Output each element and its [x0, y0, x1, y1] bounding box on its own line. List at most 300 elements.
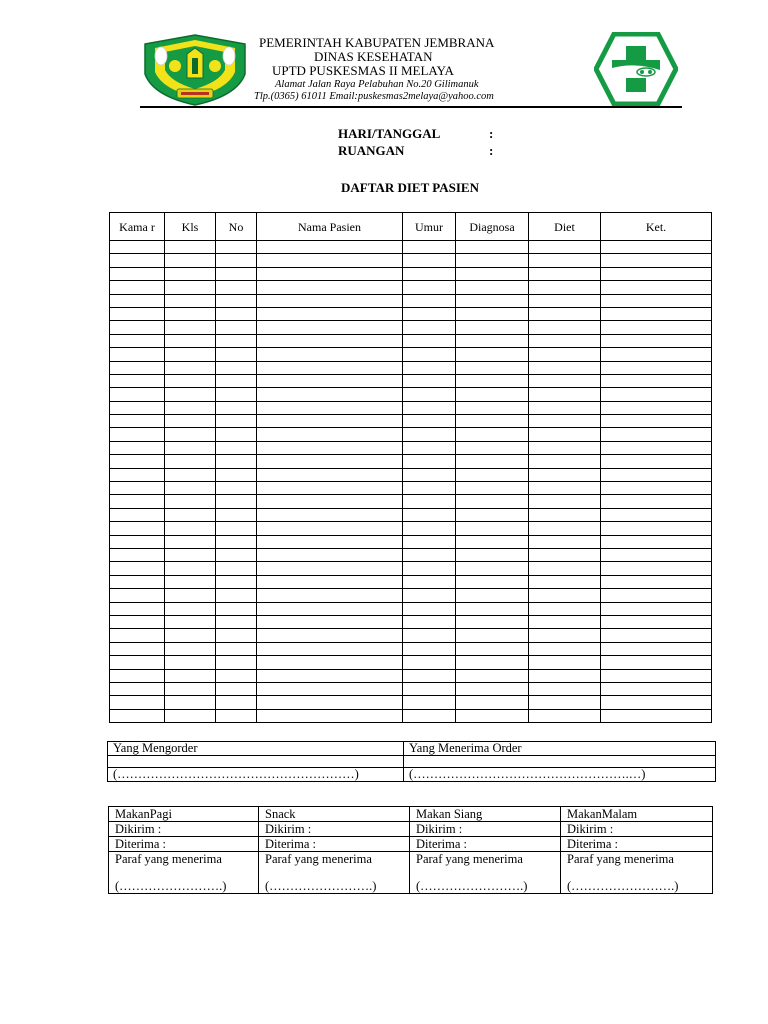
table-cell [529, 321, 601, 334]
header-address: Alamat Jalan Raya Pelabuhan No.20 Gilimanuk [275, 79, 479, 90]
table-cell [529, 508, 601, 521]
table-cell [165, 334, 216, 347]
table-cell [403, 709, 456, 722]
table-cell [403, 428, 456, 441]
table-cell [216, 589, 257, 602]
table-cell [165, 602, 216, 615]
table-cell [110, 468, 165, 481]
table-cell [110, 696, 165, 709]
table-cell [110, 669, 165, 682]
table-cell [529, 642, 601, 655]
table-cell [601, 522, 712, 535]
table-cell [257, 388, 403, 401]
table-cell [257, 307, 403, 320]
table-cell [110, 535, 165, 548]
table-cell [456, 696, 529, 709]
col-diet: Diet [529, 213, 601, 241]
table-cell [529, 589, 601, 602]
col-diagnosis: Diagnosa [456, 213, 529, 241]
order-table [107, 741, 716, 782]
table-cell [601, 468, 712, 481]
table-cell [110, 374, 165, 387]
table-cell [403, 656, 456, 669]
table-cell [257, 656, 403, 669]
table-cell [456, 508, 529, 521]
table-cell [216, 508, 257, 521]
table-cell [257, 535, 403, 548]
table-row [110, 441, 712, 454]
table-cell [601, 548, 712, 561]
table-row [110, 281, 712, 294]
table-cell [165, 321, 216, 334]
table-row [110, 602, 712, 615]
snack-sign-line: (…………………….) [265, 879, 377, 893]
table-cell [257, 374, 403, 387]
dinner-sent: Dikirim : [561, 822, 713, 837]
table-cell [456, 388, 529, 401]
table-cell [110, 495, 165, 508]
table-cell [165, 562, 216, 575]
table-cell [257, 441, 403, 454]
table-cell [601, 281, 712, 294]
table-cell [601, 361, 712, 374]
table-cell [110, 522, 165, 535]
table-cell [456, 602, 529, 615]
table-cell [601, 495, 712, 508]
table-cell [216, 348, 257, 361]
table-cell [456, 428, 529, 441]
meal-breakfast-header: MakanPagi [109, 807, 259, 822]
table-cell [403, 629, 456, 642]
meal-table [108, 806, 713, 894]
table-row [110, 548, 712, 561]
table-cell [110, 294, 165, 307]
table-cell [165, 361, 216, 374]
table-cell [165, 401, 216, 414]
breakfast-received: Diterima : [109, 837, 259, 852]
table-cell [403, 401, 456, 414]
orderer-blank [108, 756, 404, 768]
table-cell [257, 642, 403, 655]
snack-received: Diterima : [259, 837, 410, 852]
table-cell [110, 589, 165, 602]
table-cell [110, 548, 165, 561]
table-cell [456, 629, 529, 642]
table-cell [257, 682, 403, 695]
table-cell [165, 589, 216, 602]
table-cell [529, 455, 601, 468]
table-cell [403, 696, 456, 709]
jembrana-emblem-logo [143, 34, 247, 106]
document-title: DAFTAR DIET PASIEN [341, 180, 479, 195]
table-cell [216, 401, 257, 414]
table-row [110, 334, 712, 347]
table-cell [403, 562, 456, 575]
table-cell [403, 535, 456, 548]
table-cell [403, 307, 456, 320]
table-cell [257, 575, 403, 588]
table-cell [216, 535, 257, 548]
table-cell [529, 374, 601, 387]
table-cell [403, 241, 456, 254]
table-cell [165, 535, 216, 548]
table-cell [403, 589, 456, 602]
lunch-sent: Dikirim : [410, 822, 561, 837]
table-cell [110, 334, 165, 347]
table-cell [601, 415, 712, 428]
table-cell [403, 267, 456, 280]
table-cell [456, 522, 529, 535]
table-cell [456, 535, 529, 548]
table-cell [257, 254, 403, 267]
table-cell [456, 589, 529, 602]
table-cell [403, 682, 456, 695]
dinner-sign-label: Paraf yang menerima [567, 852, 674, 866]
table-cell [403, 361, 456, 374]
table-cell [601, 267, 712, 280]
table-cell [529, 682, 601, 695]
table-cell [601, 656, 712, 669]
table-cell [257, 468, 403, 481]
table-cell [216, 321, 257, 334]
table-cell [216, 374, 257, 387]
table-row [110, 575, 712, 588]
table-cell [216, 388, 257, 401]
table-cell [529, 669, 601, 682]
col-age: Umur [403, 213, 456, 241]
table-cell [216, 428, 257, 441]
meal-snack-header: Snack [259, 807, 410, 822]
table-row [110, 267, 712, 280]
table-cell [257, 428, 403, 441]
table-cell [257, 281, 403, 294]
table-cell [165, 374, 216, 387]
table-row [110, 629, 712, 642]
table-cell [403, 522, 456, 535]
table-row [110, 254, 712, 267]
table-cell [216, 642, 257, 655]
table-cell [216, 267, 257, 280]
table-cell [257, 321, 403, 334]
table-row [110, 415, 712, 428]
table-cell [529, 388, 601, 401]
table-cell [601, 388, 712, 401]
table-cell [110, 415, 165, 428]
table-cell [257, 241, 403, 254]
table-cell [257, 348, 403, 361]
table-cell [456, 482, 529, 495]
table-cell [165, 388, 216, 401]
table-cell [216, 696, 257, 709]
table-cell [456, 254, 529, 267]
table-cell [165, 267, 216, 280]
table-cell [165, 669, 216, 682]
table-row [110, 294, 712, 307]
table-cell [110, 656, 165, 669]
table-cell [601, 615, 712, 628]
table-cell [110, 428, 165, 441]
table-cell [456, 575, 529, 588]
table-row [110, 468, 712, 481]
table-cell [165, 642, 216, 655]
table-cell [165, 294, 216, 307]
table-cell [456, 334, 529, 347]
table-cell [110, 348, 165, 361]
header-government-line: PEMERINTAH KABUPATEN JEMBRANA [259, 35, 495, 50]
table-cell [257, 522, 403, 535]
table-cell [110, 508, 165, 521]
table-cell [456, 441, 529, 454]
table-row [110, 535, 712, 548]
table-cell [529, 348, 601, 361]
table-cell [529, 254, 601, 267]
table-row [110, 361, 712, 374]
table-cell [403, 321, 456, 334]
table-cell [165, 548, 216, 561]
table-cell [529, 267, 601, 280]
table-cell [403, 615, 456, 628]
table-cell [601, 348, 712, 361]
table-cell [257, 455, 403, 468]
col-class: Kls [165, 213, 216, 241]
snack-sign-label: Paraf yang menerima [265, 852, 372, 866]
table-cell [403, 468, 456, 481]
table-cell [110, 602, 165, 615]
receiver-signature: (…………………………………………….…) [404, 768, 716, 782]
table-cell [403, 602, 456, 615]
table-cell [165, 428, 216, 441]
orderer-signature: (…………………………………………………) [108, 768, 404, 782]
diet-table-header [110, 213, 712, 241]
table-cell [216, 709, 257, 722]
table-row [110, 508, 712, 521]
table-cell [456, 307, 529, 320]
dinner-sign-line: (…………………….) [567, 879, 679, 893]
table-cell [110, 642, 165, 655]
table-cell [257, 696, 403, 709]
breakfast-sign-label: Paraf yang menerima [115, 852, 222, 866]
table-cell [601, 321, 712, 334]
table-row [110, 642, 712, 655]
table-cell [601, 669, 712, 682]
table-cell [165, 682, 216, 695]
table-cell [529, 307, 601, 320]
table-cell [216, 294, 257, 307]
table-cell [456, 281, 529, 294]
table-cell [529, 281, 601, 294]
table-cell [456, 562, 529, 575]
table-cell [110, 361, 165, 374]
table-cell [601, 241, 712, 254]
col-notes: Ket. [601, 213, 712, 241]
room-separator: : [489, 143, 494, 158]
table-cell [165, 241, 216, 254]
table-cell [165, 495, 216, 508]
table-cell [216, 629, 257, 642]
table-cell [216, 562, 257, 575]
table-row [110, 348, 712, 361]
table-cell [165, 415, 216, 428]
table-cell [165, 508, 216, 521]
table-cell [456, 548, 529, 561]
table-cell [403, 388, 456, 401]
table-cell [165, 468, 216, 481]
table-cell [529, 629, 601, 642]
table-cell [529, 495, 601, 508]
table-cell [456, 321, 529, 334]
table-cell [257, 548, 403, 561]
table-cell [456, 709, 529, 722]
table-cell [165, 709, 216, 722]
breakfast-sign-cell [109, 852, 259, 894]
table-cell [601, 508, 712, 521]
table-cell [110, 709, 165, 722]
table-cell [601, 307, 712, 320]
table-cell [601, 562, 712, 575]
table-row [110, 482, 712, 495]
header-contact: Tlp.(0365) 61011 Email:puskesmas2melaya@yahoo.com [254, 91, 494, 102]
table-cell [110, 482, 165, 495]
table-row [110, 401, 712, 414]
table-cell [216, 455, 257, 468]
table-cell [257, 629, 403, 642]
table-cell [529, 656, 601, 669]
table-cell [403, 455, 456, 468]
table-cell [403, 669, 456, 682]
table-row [110, 455, 712, 468]
table-cell [456, 495, 529, 508]
dinner-received: Diterima : [561, 837, 713, 852]
table-cell [601, 575, 712, 588]
table-cell [529, 428, 601, 441]
orderer-label: Yang Mengorder [108, 742, 404, 756]
snack-sign-cell [259, 852, 410, 894]
receiver-label: Yang Menerima Order [404, 742, 716, 756]
table-cell [403, 374, 456, 387]
date-separator: : [489, 126, 494, 141]
dinner-sign-cell [561, 852, 713, 894]
table-cell [456, 642, 529, 655]
table-cell [110, 321, 165, 334]
table-cell [403, 415, 456, 428]
table-row [110, 495, 712, 508]
table-row [110, 696, 712, 709]
table-cell [110, 441, 165, 454]
table-cell [257, 267, 403, 280]
table-cell [601, 589, 712, 602]
table-cell [601, 441, 712, 454]
table-cell [110, 254, 165, 267]
table-cell [257, 495, 403, 508]
table-cell [257, 401, 403, 414]
table-cell [165, 615, 216, 628]
table-cell [165, 656, 216, 669]
table-cell [529, 535, 601, 548]
table-cell [257, 709, 403, 722]
table-cell [529, 709, 601, 722]
table-cell [165, 254, 216, 267]
date-label: HARI/TANGGAL [338, 126, 441, 141]
table-cell [216, 482, 257, 495]
table-cell [216, 241, 257, 254]
col-room: Kama r [110, 213, 165, 241]
table-cell [456, 468, 529, 481]
table-cell [216, 254, 257, 267]
table-cell [110, 682, 165, 695]
table-cell [403, 642, 456, 655]
table-cell [601, 602, 712, 615]
lunch-sign-label: Paraf yang menerima [416, 852, 523, 866]
lunch-sign-cell [410, 852, 561, 894]
table-cell [601, 374, 712, 387]
table-cell [403, 548, 456, 561]
table-cell [456, 374, 529, 387]
table-row [110, 682, 712, 695]
table-cell [529, 401, 601, 414]
meal-lunch-header: Makan Siang [410, 807, 561, 822]
table-row [110, 241, 712, 254]
table-cell [165, 522, 216, 535]
table-cell [165, 575, 216, 588]
table-cell [601, 334, 712, 347]
table-cell [216, 441, 257, 454]
table-cell [529, 482, 601, 495]
table-row [110, 321, 712, 334]
table-cell [110, 575, 165, 588]
table-cell [456, 615, 529, 628]
table-row [110, 589, 712, 602]
table-cell [110, 455, 165, 468]
table-cell [529, 548, 601, 561]
diet-table-body [110, 241, 712, 723]
table-cell [529, 615, 601, 628]
table-cell [165, 696, 216, 709]
table-cell [216, 468, 257, 481]
table-cell [165, 441, 216, 454]
table-cell [257, 361, 403, 374]
table-row [110, 522, 712, 535]
table-cell [456, 401, 529, 414]
breakfast-sign-line: (…………………….) [115, 879, 227, 893]
table-cell [456, 241, 529, 254]
table-cell [216, 522, 257, 535]
table-row [110, 307, 712, 320]
table-cell [110, 241, 165, 254]
table-cell [257, 615, 403, 628]
table-cell [403, 294, 456, 307]
table-cell [456, 669, 529, 682]
table-cell [216, 548, 257, 561]
table-cell [529, 441, 601, 454]
table-row [110, 656, 712, 669]
table-cell [601, 254, 712, 267]
table-cell [257, 508, 403, 521]
table-cell [529, 468, 601, 481]
table-row [110, 669, 712, 682]
table-cell [456, 682, 529, 695]
table-cell [216, 669, 257, 682]
table-cell [601, 294, 712, 307]
table-cell [529, 334, 601, 347]
table-cell [601, 401, 712, 414]
table-cell [456, 455, 529, 468]
table-cell [403, 575, 456, 588]
table-cell [216, 307, 257, 320]
table-cell [216, 656, 257, 669]
table-cell [403, 281, 456, 294]
table-cell [403, 508, 456, 521]
table-cell [216, 361, 257, 374]
